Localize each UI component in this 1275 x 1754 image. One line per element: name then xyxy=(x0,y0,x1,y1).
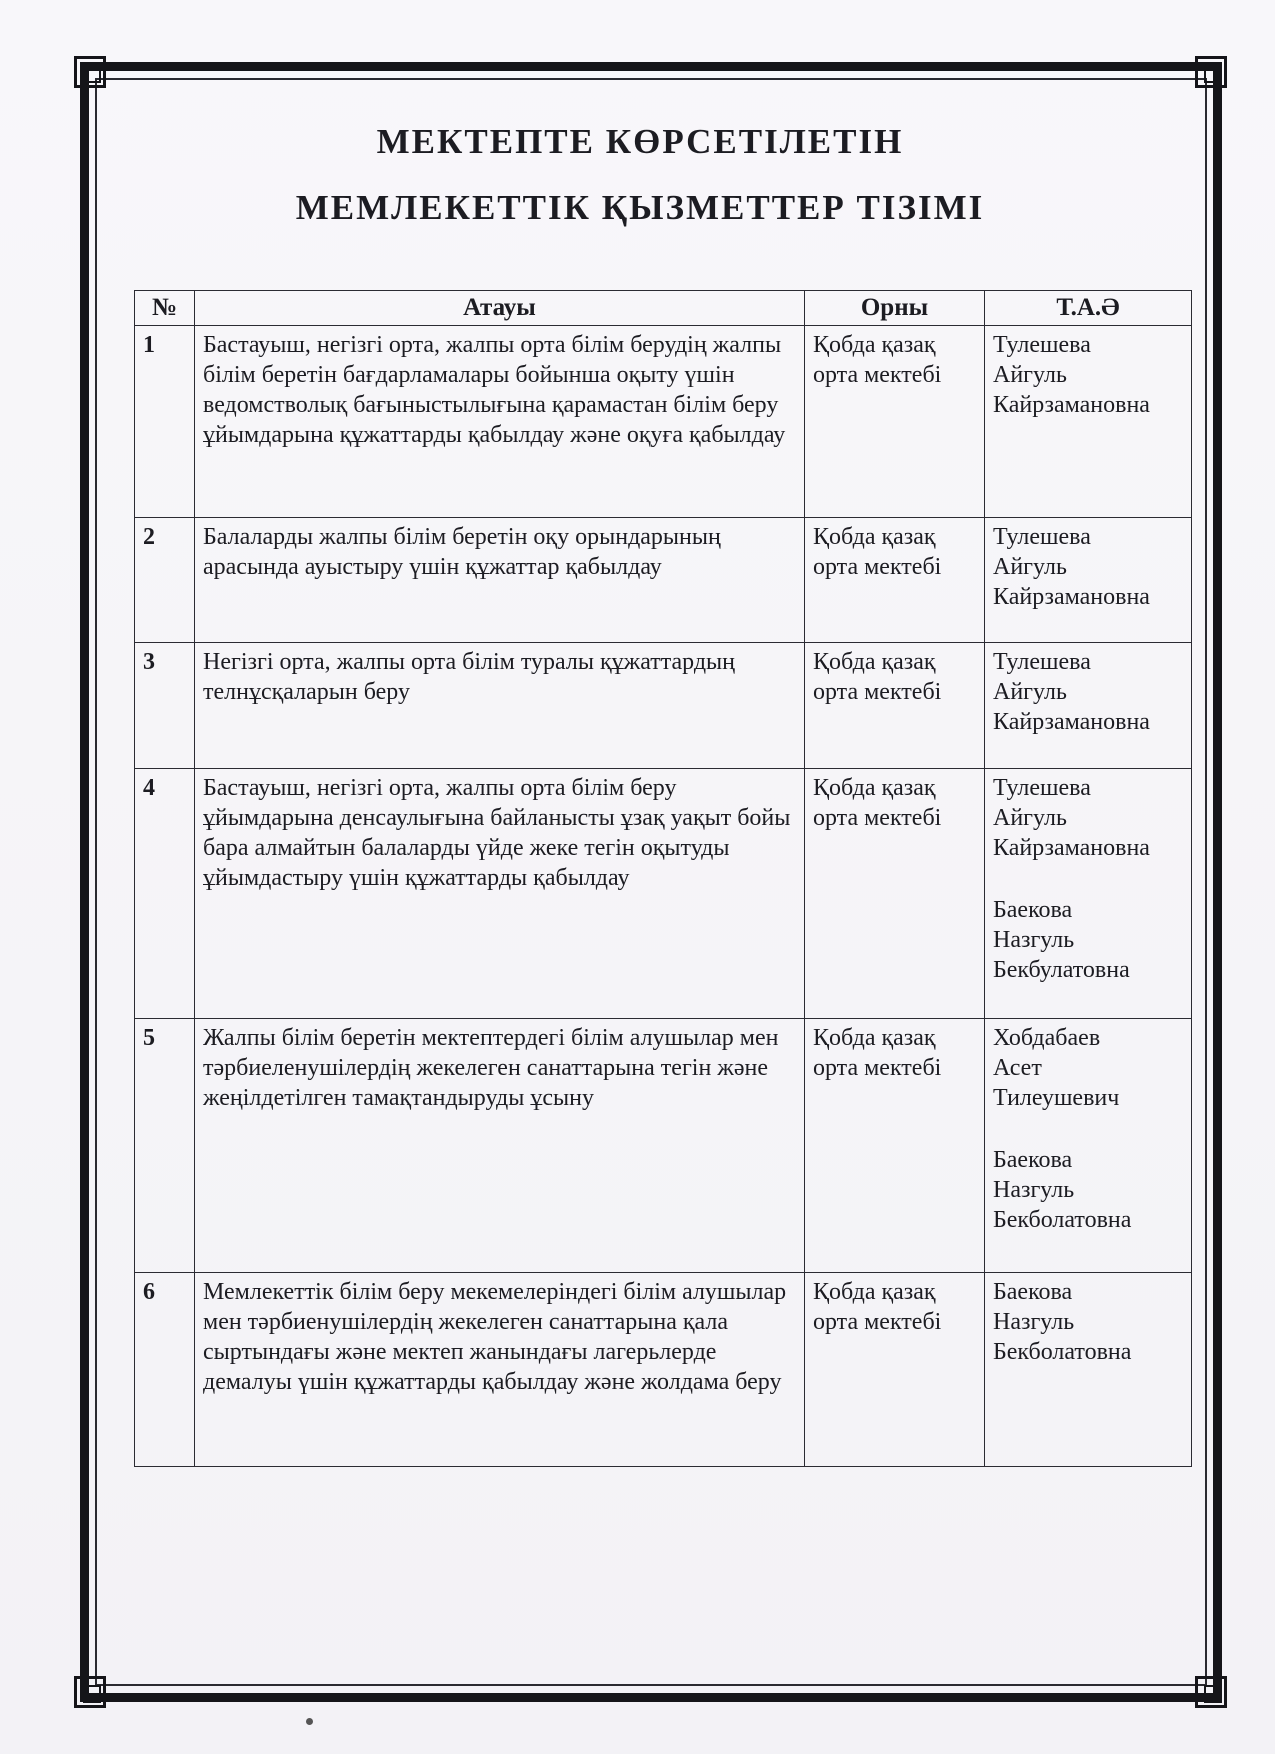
person-surname: Баекова xyxy=(993,897,1073,923)
person-surname: Тулешева xyxy=(993,524,1091,550)
table-row xyxy=(135,643,1192,769)
person-first-name: Назгуль xyxy=(993,1309,1075,1335)
column-header-person: Т.А.Ә xyxy=(985,291,1192,326)
column-header-name: Атауы xyxy=(195,291,805,326)
row-number: 5 xyxy=(135,1019,195,1273)
responsible-persons xyxy=(985,1273,1192,1467)
person-surname: Хобдабаев xyxy=(993,1025,1101,1051)
person-patronymic: Бекболатовна xyxy=(993,1207,1132,1233)
service-name: Бастауыш, негізгі орта, жалпы орта білім берудің жалпы білім беретін бағдарламалары бойынша оқыту үшін ведомстволық бағыныстылығына қарамастан білім беру ұйымдарына құжаттарды қабылдау және оқуға қабылдау xyxy=(195,326,805,518)
responsible-persons xyxy=(985,769,1192,1019)
responsible-persons xyxy=(985,643,1192,769)
service-name: Жалпы білім беретін мектептердегі білім алушылар мен тәрбиеленушілердің жекелеген санаттарына тегін және жеңілдетілген тамақтандыруды ұсыну xyxy=(195,1019,805,1273)
person-patronymic: Бекболатовна xyxy=(993,1339,1132,1365)
person-surname: Тулешева xyxy=(993,649,1091,675)
person-first-name: Назгуль xyxy=(993,1177,1075,1203)
person-patronymic: Кайрзамановна xyxy=(993,835,1150,861)
service-place: Қобда қазақ орта мектебі xyxy=(805,326,985,518)
row-number: 2 xyxy=(135,518,195,643)
row-number: 4 xyxy=(135,769,195,1019)
person-patronymic: Бекбулатовна xyxy=(993,957,1130,983)
table-header-row xyxy=(135,291,1192,326)
responsible-persons xyxy=(985,326,1192,518)
service-name: Мемлекеттік білім беру мекемелеріндегі білім алушылар мен тәрбиенушілердің жекелеген санаттарына қала сыртындағы және мектеп жанындағы лагерьлерде демалуы үшін құжаттарды қабылдау және жолдама беру xyxy=(195,1273,805,1467)
service-name: Негізгі орта, жалпы орта білім туралы құжаттардың телнұсқаларын беру xyxy=(195,643,805,769)
person-first-name: Айгуль xyxy=(993,805,1067,831)
responsible-persons xyxy=(985,1019,1192,1273)
person-first-name: Айгуль xyxy=(993,554,1067,580)
service-place: Қобда қазақ орта мектебі xyxy=(805,643,985,769)
corner-ornament xyxy=(1195,1676,1227,1708)
scan-speck xyxy=(306,1718,313,1725)
responsible-persons xyxy=(985,518,1192,643)
service-place: Қобда қазақ орта мектебі xyxy=(805,1019,985,1273)
person-surname: Баекова xyxy=(993,1147,1073,1173)
person-surname: Баекова xyxy=(993,1279,1073,1305)
person-patronymic: Тилеушевич xyxy=(993,1085,1120,1111)
table-row xyxy=(135,326,1192,518)
service-place: Қобда қазақ орта мектебі xyxy=(805,769,985,1019)
service-place: Қобда қазақ орта мектебі xyxy=(805,1273,985,1467)
person-patronymic: Кайрзамановна xyxy=(993,584,1150,610)
table-row xyxy=(135,518,1192,643)
service-name: Балаларды жалпы білім беретін оқу орындарының арасында ауыстыру үшін құжаттар қабылдау xyxy=(195,518,805,643)
services-table xyxy=(134,290,1192,1467)
column-header-place: Орны xyxy=(805,291,985,326)
table-row xyxy=(135,769,1192,1019)
row-number: 6 xyxy=(135,1273,195,1467)
document-title-line-2: МЕМЛЕКЕТТІК ҚЫЗМЕТТЕР ТІЗІМІ xyxy=(295,188,985,227)
person-separator xyxy=(993,1113,1183,1145)
person-separator xyxy=(993,863,1183,895)
person-first-name: Айгуль xyxy=(993,362,1067,388)
person-patronymic: Кайрзамановна xyxy=(993,392,1150,418)
column-header-number: № xyxy=(135,291,195,326)
person-surname: Тулешева xyxy=(993,775,1091,801)
row-number: 1 xyxy=(135,326,195,518)
corner-ornament xyxy=(1195,56,1227,88)
service-name: Бастауыш, негізгі орта, жалпы орта білім беру ұйымдарына денсаулығына байланысты ұзақ уақыт бойы бара алмайтын балаларды үйде жеке тегін оқытуды ұйымдастыру үшін құжаттарды қабылдау xyxy=(195,769,805,1019)
service-place: Қобда қазақ орта мектебі xyxy=(805,518,985,643)
table-row xyxy=(135,1273,1192,1467)
person-first-name: Асет xyxy=(993,1055,1042,1081)
table-row xyxy=(135,1019,1192,1273)
person-first-name: Назгуль xyxy=(993,927,1075,953)
corner-ornament xyxy=(74,56,106,88)
person-first-name: Айгуль xyxy=(993,679,1067,705)
document-title-line-1: МЕКТЕПТЕ КӨРСЕТІЛЕТІН xyxy=(376,122,904,161)
person-patronymic: Кайрзамановна xyxy=(993,709,1150,735)
row-number: 3 xyxy=(135,643,195,769)
corner-ornament xyxy=(74,1676,106,1708)
person-surname: Тулешева xyxy=(993,332,1091,358)
